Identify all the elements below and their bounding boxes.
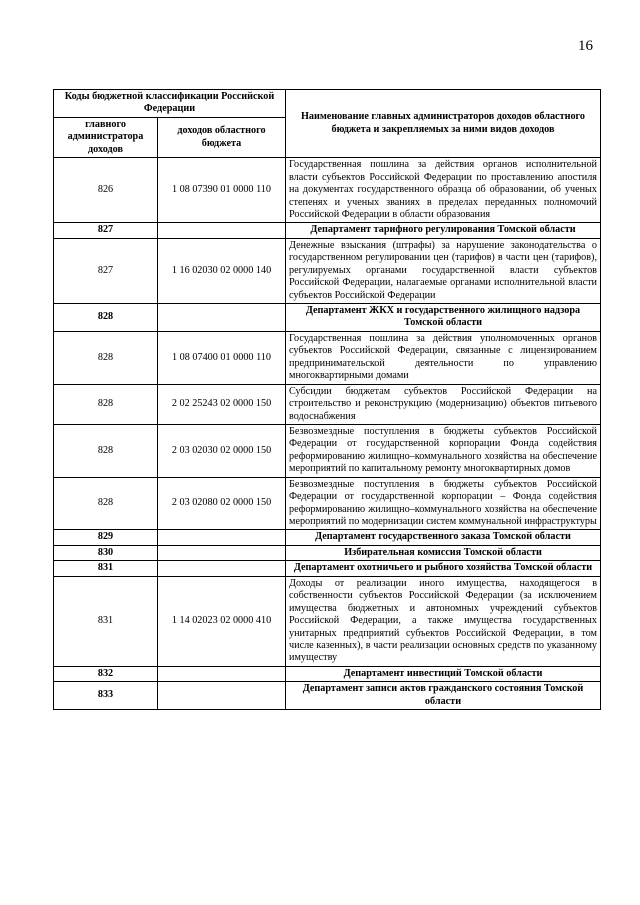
admin-code-cell: 831 [54, 561, 158, 576]
header-row-top [54, 90, 601, 118]
income-code-cell: 2 02 25243 02 0000 150 [158, 384, 286, 424]
income-code-cell: 1 16 02030 02 0000 140 [158, 238, 286, 303]
admin-code-cell: 828 [54, 331, 158, 384]
income-description-cell: Денежные взыскания (штрафы) за нарушение законодательства о государственном регулировании цен (тарифов) в части цен (тарифов), регулируемых органами государственной власти субъектов Российской Федерации, налагаемые органами исполнительной власти субъектов Российской Федерации [286, 238, 601, 303]
department-name-cell: Избирательная комиссия Томской области [286, 545, 601, 560]
department-name-cell: Департамент ЖКХ и государственного жилищного надзора Томской области [286, 304, 601, 332]
department-row [54, 223, 601, 238]
income-code-cell [158, 530, 286, 545]
header-group-title: Коды бюджетной классификации Российской Федерации [54, 90, 286, 118]
header-income-column: доходов областного бюджета [158, 117, 286, 157]
admin-code-cell: 833 [54, 682, 158, 710]
department-name-cell: Департамент записи актов гражданского состояния Томской области [286, 682, 601, 710]
income-code-cell [158, 682, 286, 710]
income-code-cell: 2 03 02030 02 0000 150 [158, 424, 286, 477]
admin-code-cell: 827 [54, 238, 158, 303]
income-row [54, 424, 601, 477]
income-code-cell [158, 545, 286, 560]
department-row [54, 530, 601, 545]
department-name-cell: Департамент охотничьего и рыбного хозяйства Томской области [286, 561, 601, 576]
income-code-cell [158, 304, 286, 332]
income-description-cell: Безвозмездные поступления в бюджеты субъектов Российской Федерации от государственной корпорации – Фонда содействия реформированию жилищно–коммунального хозяйства на обеспечение мероприятий по модернизации систем коммунальной инфраструктуры [286, 477, 601, 530]
header-name-column: Наименование главных администраторов доходов областного бюджета и закрепляемых за ними видов доходов [286, 90, 601, 158]
department-row [54, 304, 601, 332]
income-code-cell: 1 08 07390 01 0000 110 [158, 158, 286, 223]
table-body [54, 158, 601, 710]
admin-code-cell: 828 [54, 477, 158, 530]
income-row [54, 576, 601, 666]
department-name-cell: Департамент инвестиций Томской области [286, 666, 601, 681]
department-row [54, 561, 601, 576]
income-description-cell: Субсидии бюджетам субъектов Российской Федерации на строительство и реконструкцию (модернизацию) объектов питьевого водоснабжения [286, 384, 601, 424]
department-name-cell: Департамент государственного заказа Томской области [286, 530, 601, 545]
income-code-cell: 2 03 02080 02 0000 150 [158, 477, 286, 530]
admin-code-cell: 826 [54, 158, 158, 223]
income-description-cell: Безвозмездные поступления в бюджеты субъектов Российской Федерации от государственной корпорации Фонда содействия реформированию жилищно–коммунального хозяйства на обеспечение мероприятий по капитальному ремонту многоквартирных домов [286, 424, 601, 477]
admin-code-cell: 830 [54, 545, 158, 560]
department-row [54, 666, 601, 681]
admin-code-cell: 827 [54, 223, 158, 238]
income-description-cell: Доходы от реализации иного имущества, находящегося в собственности субъектов Российской Федерации (за исключением имущества бюджетных и автономных учреждений субъектов Российской Федерации, а также имущества государственных унитарных предприятий субъектов Российской Федерации, в том числе казенных), в части реализации основных средств по указанному имуществу [286, 576, 601, 666]
page-number: 16 [578, 38, 593, 54]
admin-code-cell: 832 [54, 666, 158, 681]
income-row [54, 331, 601, 384]
income-code-cell [158, 561, 286, 576]
department-name-cell: Департамент тарифного регулирования Томской области [286, 223, 601, 238]
income-code-cell [158, 223, 286, 238]
income-row [54, 238, 601, 303]
admin-code-cell: 828 [54, 304, 158, 332]
budget-classification-table [53, 89, 601, 710]
department-row [54, 545, 601, 560]
admin-code-cell: 828 [54, 424, 158, 477]
income-code-cell: 1 08 07400 01 0000 110 [158, 331, 286, 384]
income-row [54, 384, 601, 424]
admin-code-cell: 828 [54, 384, 158, 424]
income-code-cell [158, 666, 286, 681]
income-description-cell: Государственная пошлина за действия органов исполнительной власти субъектов Российской Федерации по проставлению апостиля на документах государственного образца об образовании, об ученых степенях и ученых званиях в пределах переданных полномочий Российской Федерации в области образования [286, 158, 601, 223]
income-row [54, 477, 601, 530]
department-row [54, 682, 601, 710]
admin-code-cell: 829 [54, 530, 158, 545]
admin-code-cell: 831 [54, 576, 158, 666]
income-code-cell: 1 14 02023 02 0000 410 [158, 576, 286, 666]
header-admin-column: главного администратора доходов [54, 117, 158, 157]
income-row [54, 158, 601, 223]
income-description-cell: Государственная пошлина за действия уполномоченных органов субъектов Российской Федерации, связанные с лицензированием предпринимательской деятельности по управлению многоквартирными домами [286, 331, 601, 384]
